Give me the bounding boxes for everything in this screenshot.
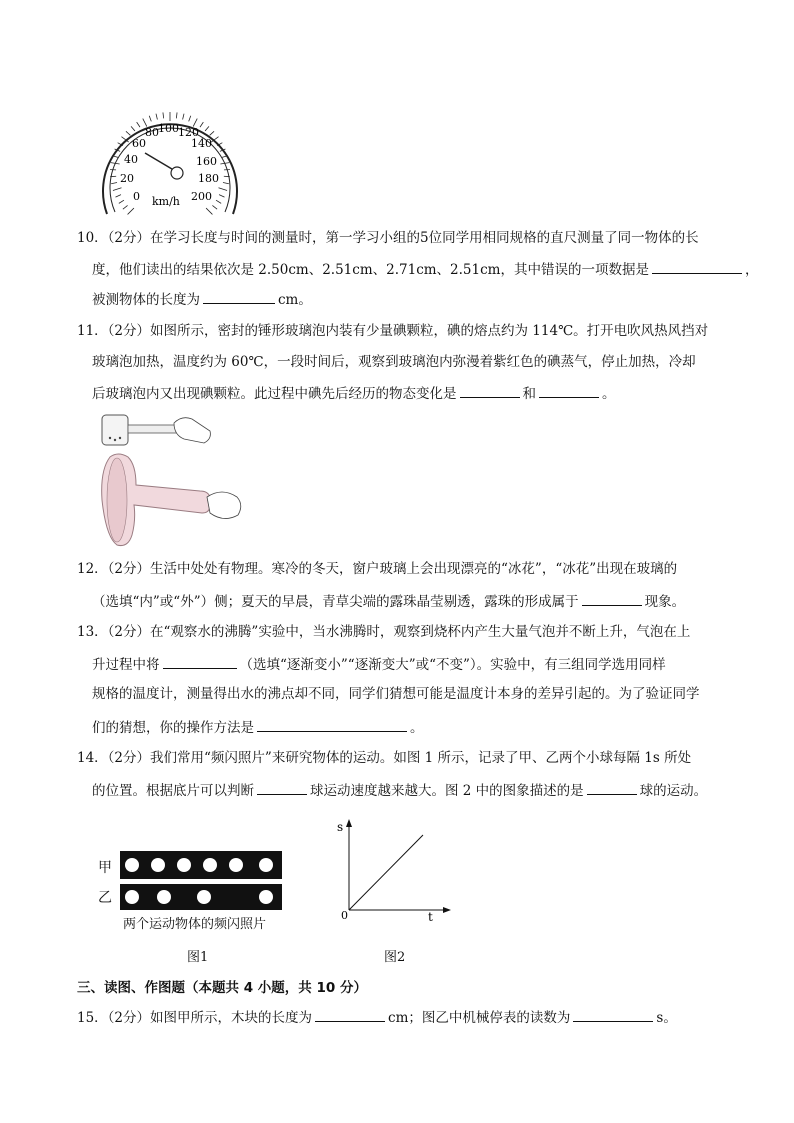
q10-line1: 10．（2分）在学习长度与时间的测量时，第一学习小组的5位同学用相同规格的直尺测量了同一物体的长 [77,230,699,246]
speed-tick-mark [156,114,157,120]
speed-tick-mark [111,183,117,184]
q11-blank-change1[interactable] [460,383,520,398]
q14-blank-ball1[interactable] [257,780,307,795]
q13-line1: 13．（2分）在“观察水的沸腾”实验中，当水沸腾时，观察到烧杯内产生大量气泡并不断上升，气泡在上 [77,624,691,640]
q14-line2-mid: 球运动速度越来越大。图 2 中的图象描述的是 [310,783,584,799]
fig2-axis-t: t [428,910,433,924]
speed-tick: 20 [120,172,134,185]
speed-tick-mark [210,131,214,135]
speed-tick-mark [223,183,229,184]
speed-tick-mark [119,200,124,203]
fig1-label: 图1 [187,950,209,965]
speed-tick-mark [137,122,140,127]
fig1-row-yi-label: 乙 [98,890,112,906]
speed-tick: 80 [145,126,159,139]
q13-blank-bubble[interactable] [163,654,237,669]
speed-tick: 180 [198,172,219,185]
q13-line4-text: 们的猜想，你的操作方法是 [92,720,254,736]
q10-line3 [92,289,312,309]
q10-line2-text: 度，他们读出的结果依次是 2.50cm、2.51cm、2.71cm、2.51cm，其中错误的一项数据是 [92,262,649,278]
q15-line1-mid: cm；图乙中机械停表的读数为 [388,1010,571,1026]
q11-line3-and: 和 [522,386,536,402]
q13-line2-text: 升过程中将 [92,657,160,673]
q14-line2 [92,780,707,800]
speed-tick-mark [113,188,122,191]
speed-tick: 200 [191,190,212,203]
q15-line1-text: 15．（2分）如图甲所示，木块的长度为 [77,1010,313,1026]
speed-tick-mark [128,208,134,214]
speed-tick-mark [149,116,151,122]
q12-line2-end: 现象。 [644,594,686,610]
q10-line3-end: cm。 [278,292,312,308]
speed-tick: 100 [158,122,179,135]
speed-tick-mark [183,114,184,120]
speed-tick: 40 [124,153,138,166]
ball-yi [197,890,211,904]
q10-line2 [92,259,758,279]
section3-title: 三、读图、作图题（本题共 4 小题，共 10 分） [77,980,367,996]
ball-jia [177,858,191,872]
speed-unit: km/h [152,195,180,208]
q14-line2-end: 球的运动。 [639,783,708,799]
speed-tick: 60 [132,137,146,150]
q10-blank-wrong-value[interactable] [652,259,742,274]
ball-jia [203,858,217,872]
ball-yi [259,890,273,904]
q10-line3-text: 被测物体的长度为 [92,292,200,308]
hand-icon [174,418,210,443]
speed-tick-mark [116,195,121,198]
q11-line3-text: 后玻璃泡内又出现碘颗粒。此过程中碘先后经历的物态变化是 [92,386,457,402]
q12-line2-text: （选填“内”或“外”）侧；夏天的早晨，青草尖端的露珠晶莹剔透，露珠的形成属于 [92,594,579,610]
speed-tick-mark [205,126,209,131]
speed-tick: 120 [178,126,199,139]
speed-tick: 140 [191,137,212,150]
st-line [349,835,423,910]
fig1-strobe-photo [120,851,283,911]
q10-blank-length[interactable] [203,289,275,304]
fig2-label: 图2 [384,950,406,965]
ball-jia [229,858,243,872]
speed-tick-mark [126,131,130,135]
speed-tick-mark [216,200,221,203]
speed-tick-mark [163,112,164,118]
speed-tick-mark [200,122,203,127]
q14-blank-ball2[interactable] [587,780,637,795]
q13-line2 [92,654,666,674]
iodine-dryer-figure [92,405,252,550]
speed-tick-mark [176,112,177,118]
speed-tick-mark [123,205,128,209]
q11-line3 [92,383,616,403]
speed-tick: 0 [133,190,140,203]
q15-blank-length[interactable] [315,1007,385,1022]
speed-tick-mark [131,126,135,131]
q11-blank-change2[interactable] [539,383,599,398]
q14-line1: 14．（2分）我们常用“频闪照片”来研究物体的运动。如图 1 所示，记录了甲、乙两个小球每隔 1s 所处 [77,750,692,766]
fig2-st-graph [330,815,455,925]
ball-jia [125,858,139,872]
fig1-row-jia-label: 甲 [98,860,112,876]
q13-blank-method[interactable] [257,717,407,732]
q13-line4 [92,717,424,737]
fig2-origin: 0 [341,909,348,922]
q15-blank-stopwatch[interactable] [573,1007,653,1022]
q13-line4-end: 。 [410,720,424,736]
fig2-axis-s: s [337,820,344,834]
q11-line3-end: 。 [602,386,616,402]
q15-line1 [77,1007,677,1027]
speed-tick-mark [219,188,228,191]
q12-line2 [92,591,685,611]
q11-line2: 玻璃泡加热，温度约为 60℃，一段时间后，观察到玻璃泡内弥漫着紫红色的碘蒸气，停止加热，冷却 [92,354,696,370]
q15-line1-end: s。 [656,1010,677,1026]
speed-tick-mark [219,195,224,198]
q14-line2-text: 的位置。根据底片可以判断 [92,783,254,799]
q10-line2-end: ， [744,262,759,278]
speedometer-figure [95,100,245,218]
ball-yi [157,890,171,904]
fig1-caption: 两个运动物体的频闪照片 [123,917,267,932]
q13-line2-rest: （选填“逐渐变小”“逐渐变大”或“不变”）。实验中，有三组同学选用同样 [239,657,666,673]
speed-tick: 160 [196,155,217,168]
q12-line1: 12．（2分）生活中处处有物理。寒冷的冬天，窗户玻璃上会出现漂亮的“冰花”，“冰花”出现在玻璃的 [77,561,678,577]
speed-tick-mark [189,116,191,122]
ball-yi [125,890,139,904]
ball-jia [151,858,165,872]
q12-blank-phenomenon[interactable] [582,591,642,606]
q13-line3: 规格的温度计，测量得出水的沸点却不同，同学们猜想可能是温度计本身的差异引起的。为了验证同学 [92,686,700,702]
speed-tick-mark [212,205,217,209]
q11-line1: 11．（2分）如图所示，密封的锤形玻璃泡内装有少量碘颗粒，碘的熔点约为 114℃。打开电吹风热风挡对 [77,323,709,339]
ball-jia [259,858,273,872]
speed-tick-mark [206,208,212,214]
